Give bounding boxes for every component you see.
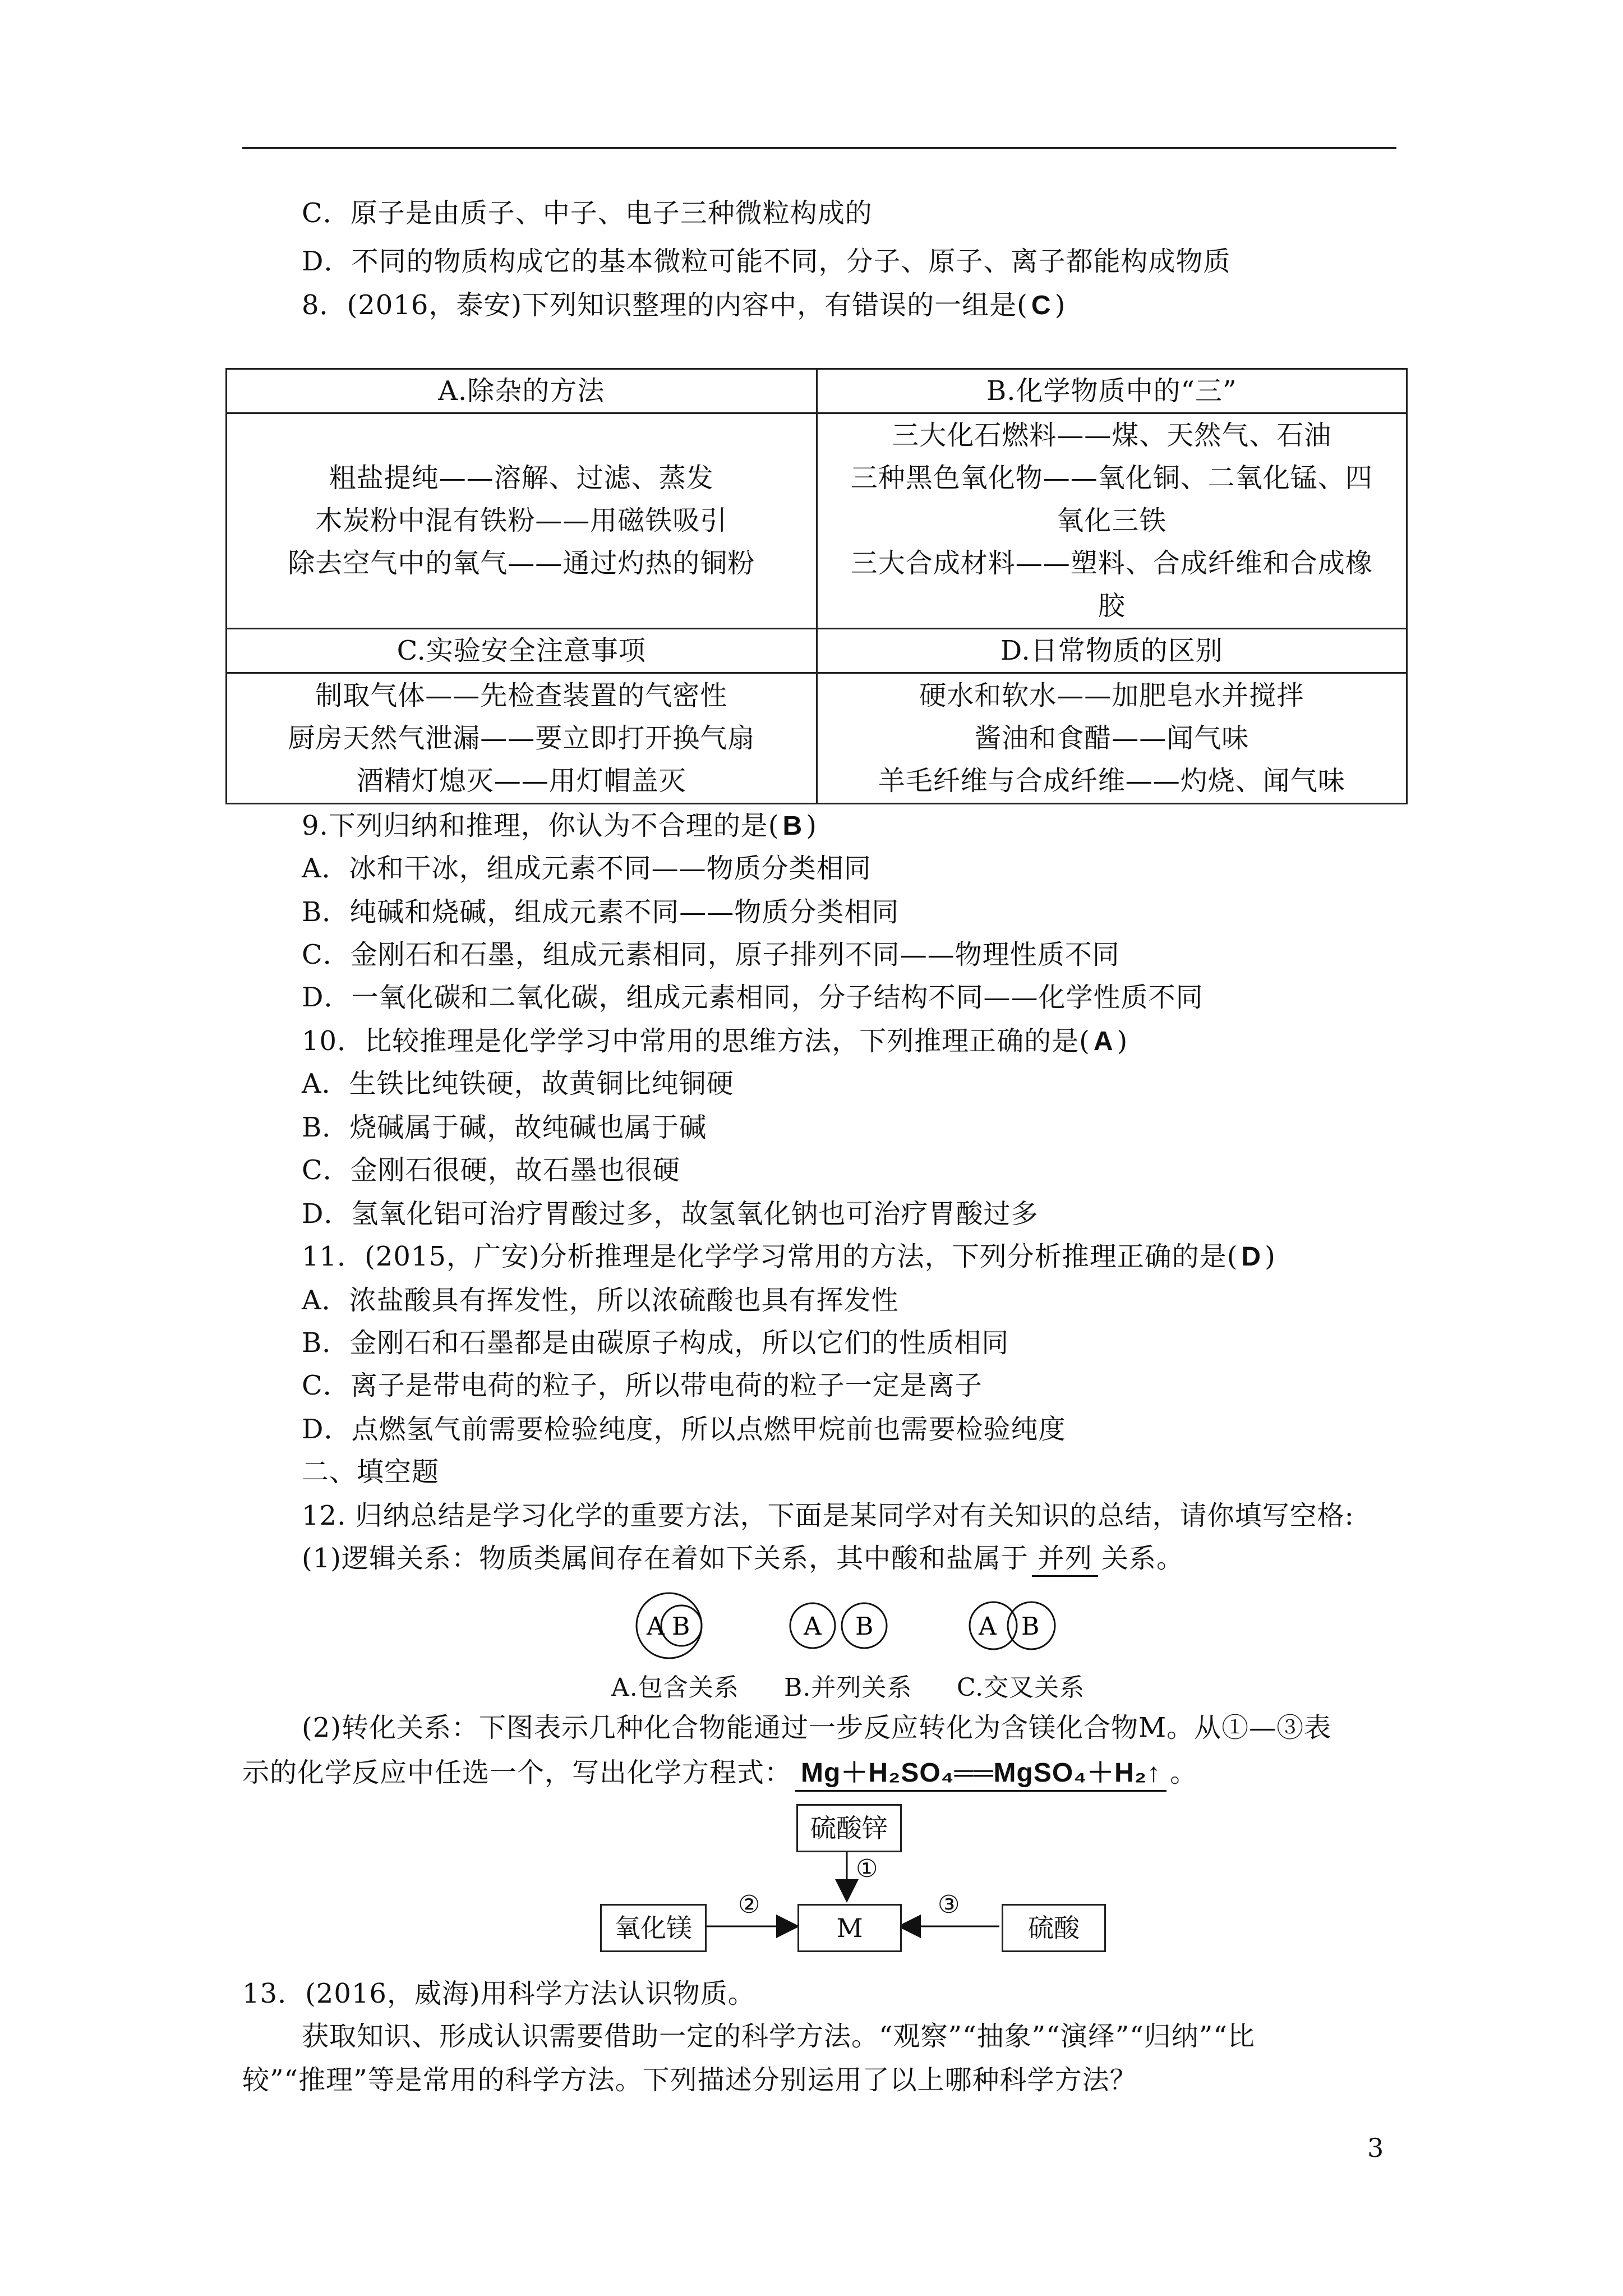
table-c-item: 酒精灯熄灭——用灯帽盖灭 (356, 765, 686, 797)
caption-cross: C.交叉关系 (957, 1673, 1085, 1702)
question-11 (302, 1240, 1276, 1274)
option-c-q10: C．金刚石很硬，故石墨也很硬 (302, 1154, 680, 1186)
table-cell-d (817, 673, 1407, 803)
reaction-label-1: ① (856, 1855, 878, 1883)
table-head-d: D.日常物质的区别 (817, 628, 1407, 673)
question-8-answer: C (1031, 291, 1052, 320)
question-12-part-1-end: 关系。 (1101, 1543, 1184, 1574)
question-8-close: ) (1054, 289, 1066, 321)
question-12: 12. 归纳总结是学习化学的重要方法，下面是某同学对有关知识的总结，请你填写空格: (302, 1500, 1354, 1531)
header-rule (242, 147, 1396, 149)
page-number: 3 (1367, 2133, 1384, 2163)
question-11-answer: D (1241, 1242, 1262, 1272)
table-a-item: 除去空气中的氧气——通过灼热的铜粉 (288, 547, 755, 579)
table-cell-a (227, 413, 817, 628)
table-head-c: C.实验安全注意事项 (227, 628, 817, 673)
table-c-item: 制取气体——先检查装置的气密性 (315, 679, 728, 711)
question-9-text: 9.下列归纳和推理，你认为不合理的是( (302, 810, 780, 841)
question-12-part-2-text: 示的化学反应中任选一个，写出化学方程式： (242, 1757, 792, 1788)
circle-letter-a: A (979, 1612, 997, 1641)
table-b-item: 三种黑色氧化物——氧化铜、二氧化锰、四 (850, 462, 1373, 494)
option-a-q9: A．冰和干冰，组成元素不同——物质分类相同 (302, 853, 872, 884)
box-zinc-sulfate: 硫酸锌 (796, 1804, 902, 1852)
question-9-answer: B (782, 811, 803, 841)
circle-letter-b: B (672, 1612, 690, 1641)
table-b-item: 三大化石燃料——煤、天然气、石油 (892, 420, 1332, 452)
option-a-q10: A．生铁比纯铁硬，故黄铜比纯铜硬 (302, 1068, 734, 1099)
table-b-item: 氧化三铁 (1057, 505, 1167, 537)
table-d-item: 酱油和食醋——闻气味 (974, 722, 1249, 754)
option-c-q11: C．离子是带电荷的粒子，所以带电荷的粒子一定是离子 (302, 1370, 983, 1401)
question-9-close: ) (806, 810, 817, 841)
caption-parallel: B.并列关系 (784, 1673, 912, 1702)
question-11-close: ) (1265, 1241, 1276, 1272)
table-d-item: 羊毛纤维与合成纤维——灼烧、闻气味 (878, 765, 1345, 797)
option-b-q10: B．烧碱属于碱，故纯碱也属于碱 (302, 1112, 707, 1143)
reaction-label-3: ③ (938, 1890, 960, 1919)
box-magnesium-oxide: 氧化镁 (600, 1904, 707, 1952)
table-a-item: 粗盐提纯——溶解、过滤、蒸发 (329, 462, 714, 494)
question-8 (302, 288, 1066, 323)
table-b-item: 胶 (1098, 590, 1126, 622)
caption-contain: A.包含关系 (611, 1673, 739, 1702)
option-b-q9: B．纯碱和烧碱，组成元素不同——物质分类相同 (302, 896, 900, 928)
question-12-part-1 (302, 1542, 1184, 1577)
table-head-b: B.化学物质中的“三” (817, 369, 1407, 413)
circle-letter-b: B (1021, 1612, 1040, 1641)
question-10-close: ) (1117, 1025, 1128, 1057)
table-d-item: 硬水和软水——加肥皂水并搅拌 (919, 679, 1304, 711)
question-10-text: 10．比较推理是化学学习中常用的思维方法，下列推理正确的是( (302, 1025, 1090, 1057)
question-8-text: 8．(2016，泰安)下列知识整理的内容中，有错误的一组是( (302, 289, 1028, 321)
circle-letter-a: A (647, 1612, 665, 1641)
section-heading: 二、填空题 (302, 1456, 440, 1488)
table-a-item: 木炭粉中混有铁粉——用磁铁吸引 (315, 505, 728, 537)
parallel-relation-figure (790, 1603, 887, 1648)
table-head-a: A.除杂的方法 (227, 369, 817, 413)
option-d-q10: D．氢氧化铝可治疗胃酸过多，故氢氧化钠也可治疗胃酸过多 (302, 1198, 1039, 1230)
answer-blank-relation: 并列 (1032, 1542, 1098, 1577)
question-10 (302, 1024, 1128, 1059)
box-m: M (797, 1904, 902, 1952)
box-sulfuric-acid: 硫酸 (1002, 1904, 1106, 1952)
question-12-part-2-equation (242, 1756, 1197, 1792)
circle-letter-a: A (804, 1612, 822, 1641)
table-cell-c (227, 673, 817, 803)
option-c-q9: C．金刚石和石墨，组成元素相同，原子排列不同——物理性质不同 (302, 939, 1120, 970)
table-c-item: 厨房天然气泄漏——要立即打开换气扇 (288, 722, 755, 754)
question-13-intro: 获取知识、形成认识需要借助一定的科学方法。“观察”“抽象”“演绎”“归纳”“比 (302, 2021, 1255, 2052)
question-12-part-1-text: (1)逻辑关系：物质类属间存在着如下关系，其中酸和盐属于 (302, 1543, 1029, 1574)
option-a-q11: A．浓盐酸具有挥发性，所以浓硫酸也具有挥发性 (302, 1285, 899, 1316)
option-c-q7: C．原子是由质子、中子、电子三种微粒构成的 (302, 197, 873, 229)
answer-blank-equation: Mg＋H₂SO₄══MgSO₄＋H₂↑ (795, 1756, 1166, 1792)
option-b-q11: B．金刚石和石墨都是由碳原子构成，所以它们的性质相同 (302, 1327, 1009, 1359)
conversion-diagram (583, 1795, 1122, 1963)
cross-relation-figure (970, 1602, 1055, 1649)
reaction-label-2: ② (738, 1890, 760, 1919)
question-11-text: 11．(2015，广安)分析推理是化学学习常用的方法，下列分析推理正确的是( (302, 1241, 1238, 1272)
option-d-q9: D．一氧化碳和二氧化碳，组成元素相同，分子结构不同——化学性质不同 (302, 982, 1204, 1013)
question-12-part-2-end: 。 (1170, 1757, 1198, 1788)
question-9 (302, 809, 817, 843)
question-10-answer: A (1093, 1027, 1114, 1056)
question-13-intro-cont: 较”“推理”等是常用的科学方法。下列描述分别运用了以上哪种科学方法？ (242, 2064, 1137, 2096)
table-b-item: 三大合成材料——塑料、合成纤维和合成橡 (850, 547, 1373, 579)
question-13: 13．(2016，威海)用科学方法认识物质。 (242, 1978, 755, 2009)
option-d-q11: D．点燃氢气前需要检验纯度，所以点燃甲烷前也需要检验纯度 (302, 1414, 1066, 1445)
option-d-q7: D．不同的物质构成它的基本微粒可能不同，分子、原子、离子都能构成物质 (302, 246, 1231, 277)
contain-relation-figure (637, 1593, 702, 1658)
table-cell-b (817, 413, 1407, 628)
knowledge-table (225, 368, 1408, 804)
question-12-part-2: (2)转化关系：下图表示几种化合物能通过一步反应转化为含镁化合物M。从①—③表 (302, 1712, 1332, 1743)
circle-letter-b: B (855, 1612, 874, 1641)
